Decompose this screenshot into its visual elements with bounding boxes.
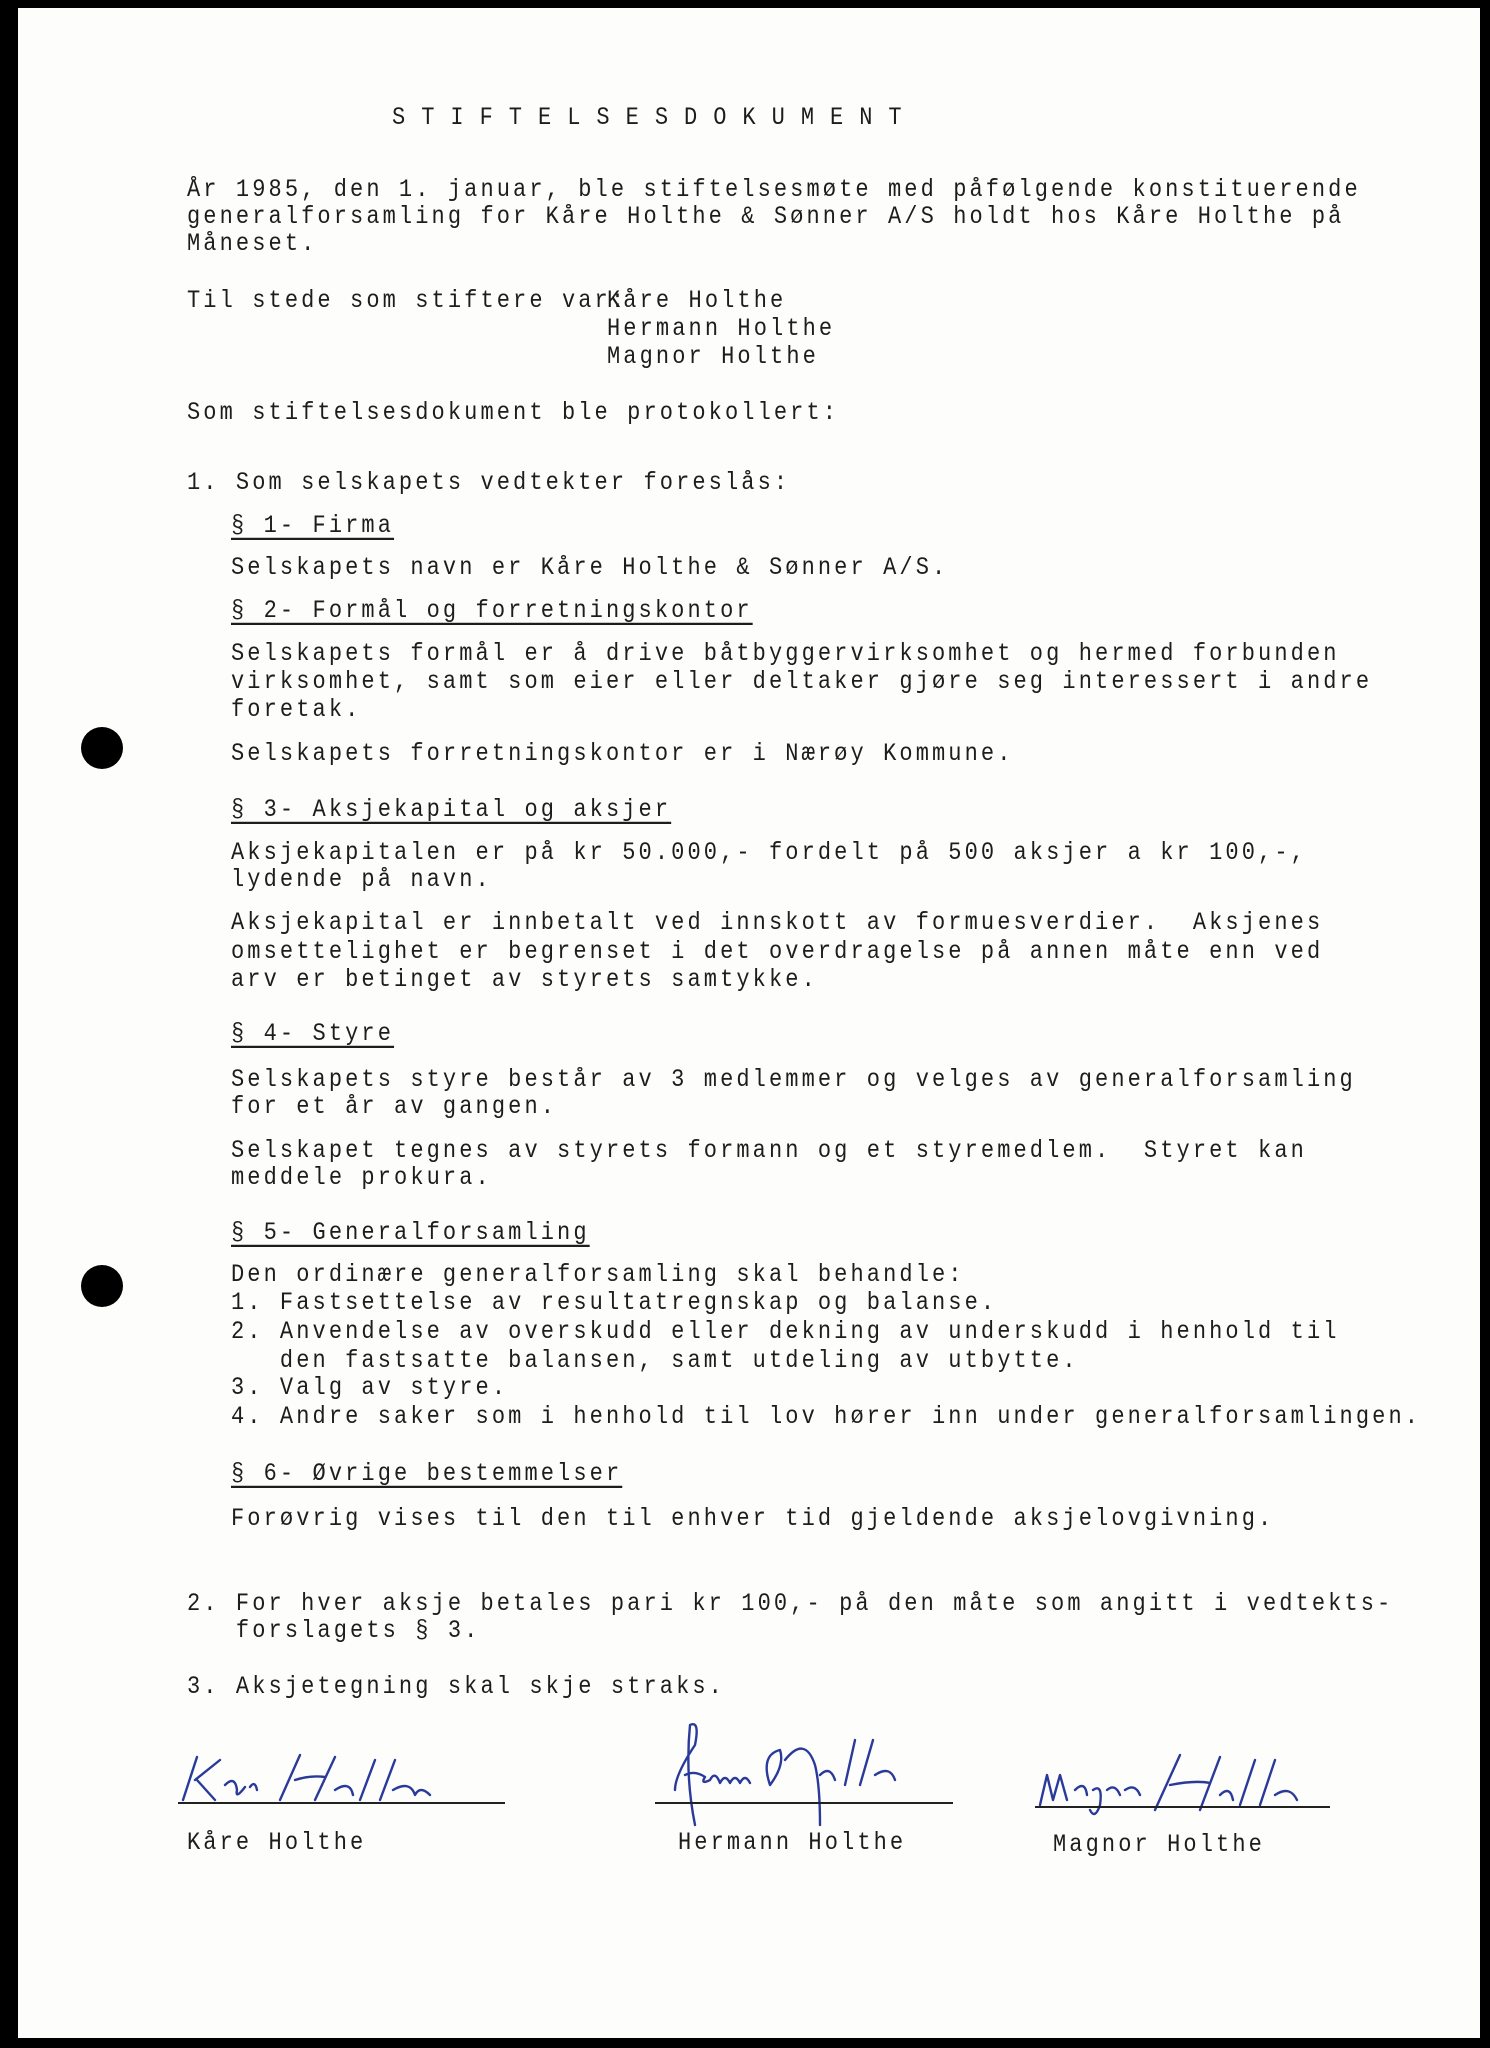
signature-hermann-holthe bbox=[655, 1715, 995, 1835]
section-text: Selskapets formål er å drive båtbyggervirksomhet og hermed forbunden bbox=[231, 640, 1340, 668]
protocol-intro: Som stiftelsesdokument ble protokollert: bbox=[187, 399, 840, 427]
section-text: Den ordinære generalforsamling skal behandle: bbox=[231, 1261, 965, 1289]
list-item: 4. Andre saker som i henhold til lov hører inn under generalforsamlingen. bbox=[231, 1403, 1422, 1431]
section-text: meddele prokura. bbox=[231, 1164, 492, 1192]
section-heading: § 1- Firma bbox=[231, 512, 395, 540]
item-2: 2. For hver aksje betales pari kr 100,- på den måte som angitt i vedtekts- bbox=[187, 1590, 1394, 1618]
section-text: Selskapets forretningskontor er i Nærøy Kommune. bbox=[231, 740, 1014, 768]
section-text: foretak. bbox=[231, 696, 362, 724]
section-text: Selskapets styre består av 3 medlemmer og velges av generalforsamling bbox=[231, 1066, 1356, 1094]
list-item: 3. Valg av styre. bbox=[231, 1374, 509, 1402]
section-text: Forøvrig vises til den til enhver tid gjeldende aksjelovgivning. bbox=[231, 1505, 1275, 1533]
punch-hole bbox=[81, 1265, 123, 1307]
section-text: Selskapets navn er Kåre Holthe & Sønner A/S. bbox=[231, 554, 949, 582]
signatory-name: Magnor Holthe bbox=[1053, 1831, 1265, 1859]
section-heading: § 2- Formål og forretningskontor bbox=[231, 597, 753, 625]
section-text: for et år av gangen. bbox=[231, 1093, 558, 1121]
section-text: Aksjekapitalen er på kr 50.000,- fordelt på 500 aksjer a kr 100,-, bbox=[231, 839, 1307, 867]
signature-line bbox=[655, 1802, 953, 1804]
founder-name: Magnor Holthe bbox=[607, 343, 819, 371]
punch-hole bbox=[81, 727, 123, 769]
section-text: Selskapet tegnes av styrets formann og et styremedlem. Styret kan bbox=[231, 1137, 1307, 1165]
section-text: arv er betinget av styrets samtykke. bbox=[231, 966, 818, 994]
signature-kare-holthe bbox=[175, 1745, 515, 1815]
signatory-name: Kåre Holthe bbox=[187, 1829, 367, 1857]
section-text: omsettelighet er begrenset i det overdragelse på annen måte enn ved bbox=[231, 938, 1324, 966]
section-heading: § 4- Styre bbox=[231, 1020, 395, 1048]
section-text: virksomhet, samt som eier eller deltaker gjøre seg interessert i andre bbox=[231, 668, 1373, 696]
section-heading: § 6- Øvrige bestemmelser bbox=[231, 1460, 623, 1488]
item-2: forslagets § 3. bbox=[187, 1617, 481, 1645]
section-text: Aksjekapital er innbetalt ved innskott av formuesverdier. Aksjenes bbox=[231, 909, 1324, 937]
founder-name: Kåre Holthe bbox=[607, 287, 787, 315]
document-title: STIFTELSESDOKUMENT bbox=[392, 104, 918, 132]
section-heading: § 5- Generalforsamling bbox=[231, 1219, 590, 1247]
section-heading: § 3- Aksjekapital og aksjer bbox=[231, 796, 672, 824]
signature-magnor-holthe bbox=[1035, 1745, 1335, 1825]
intro-line: År 1985, den 1. januar, ble stiftelsesmøte med påfølgende konstituerende bbox=[187, 176, 1361, 204]
section-text: lydende på navn. bbox=[231, 866, 492, 894]
list-item: 1. Fastsettelse av resultatregnskap og balanse. bbox=[231, 1289, 998, 1317]
signature-line bbox=[1035, 1806, 1330, 1808]
signature-line bbox=[178, 1802, 505, 1804]
intro-line: generalforsamling for Kåre Holthe & Sønner A/S holdt hos Kåre Holthe på bbox=[187, 203, 1345, 231]
list-item: 2. Anvendelse av overskudd eller dekning av underskudd i henhold til bbox=[231, 1318, 1340, 1346]
founder-name: Hermann Holthe bbox=[607, 315, 836, 343]
item-1: 1. Som selskapets vedtekter foreslås: bbox=[187, 469, 791, 497]
list-item: den fastsatte balansen, samt utdeling av utbytte. bbox=[231, 1347, 1079, 1375]
signatory-name: Hermann Holthe bbox=[678, 1829, 907, 1857]
item-3: 3. Aksjetegning skal skje straks. bbox=[187, 1673, 725, 1701]
present-label: Til stede som stiftere var: bbox=[187, 287, 628, 315]
intro-line: Måneset. bbox=[187, 230, 318, 258]
